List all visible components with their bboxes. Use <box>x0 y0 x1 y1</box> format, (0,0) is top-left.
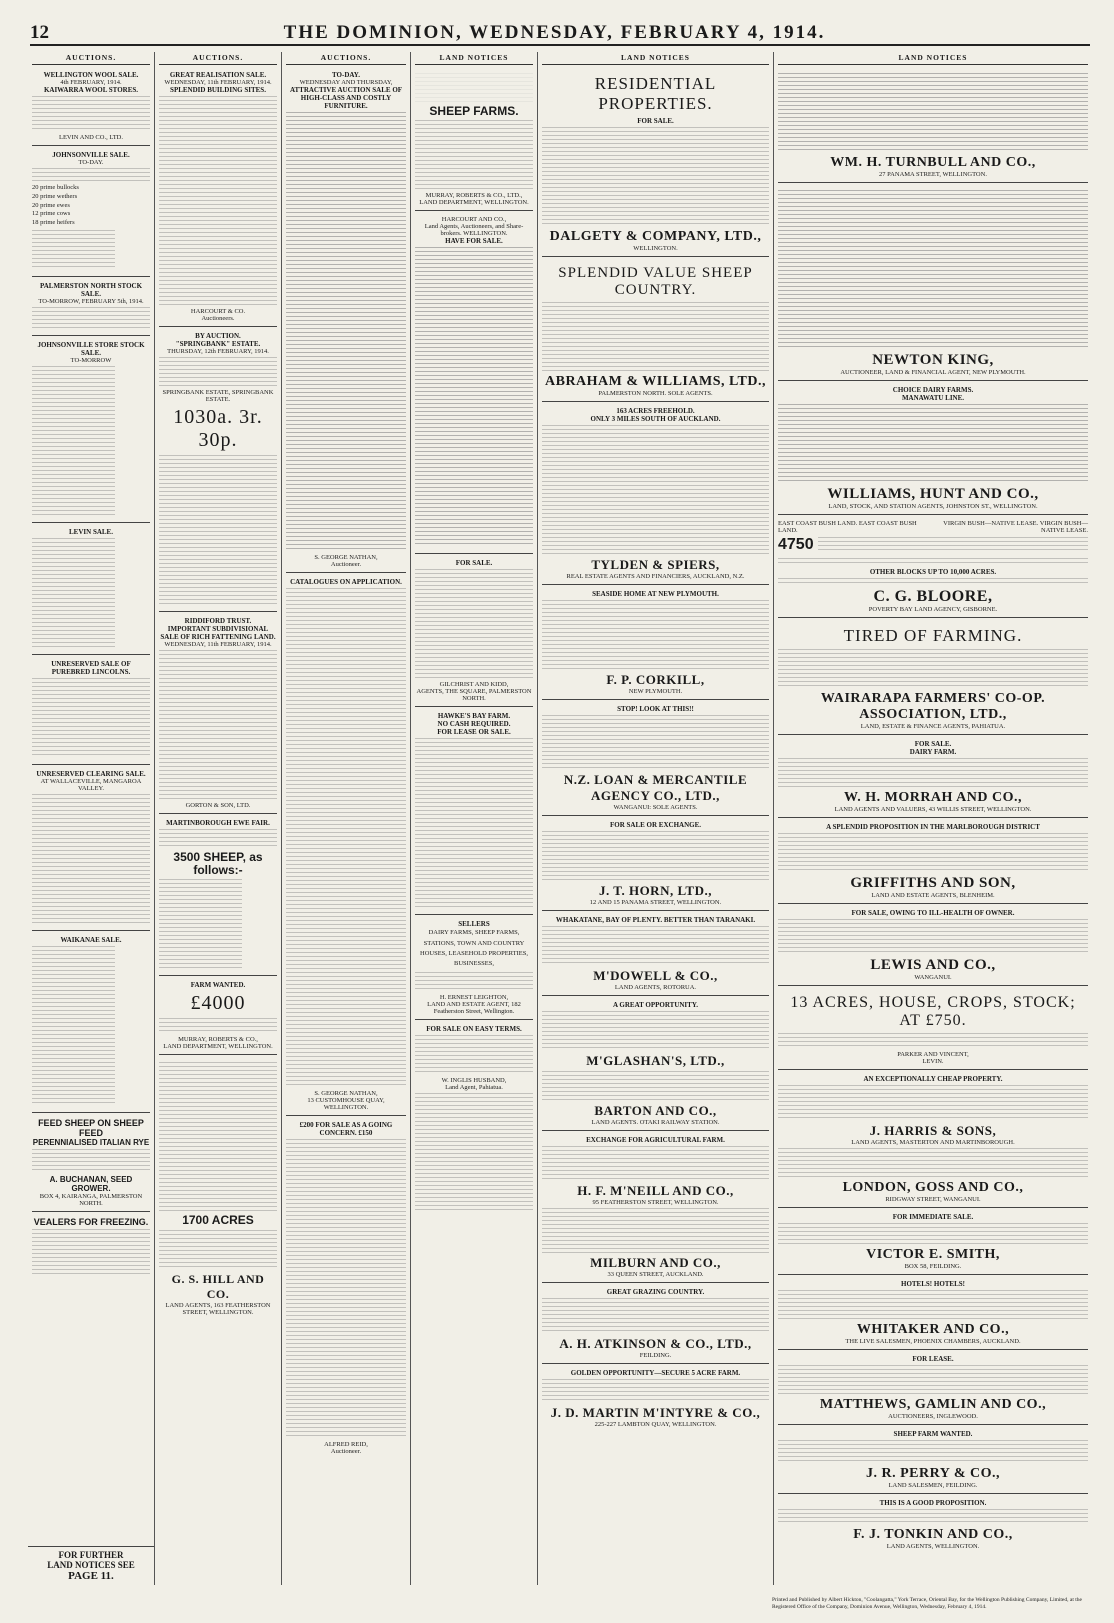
ad-sheep-farm-wanted <box>778 1427 1088 1494</box>
ad-springbank-estate <box>159 329 277 612</box>
ad-title: SEASIDE HOME AT NEW PLYMOUTH. <box>592 590 719 598</box>
ad-agent: C. G. BLOORE, <box>873 587 993 605</box>
ad-agent: WHITAKER AND CO., <box>856 1321 1010 1337</box>
page-number: 12 <box>30 22 49 43</box>
ad-agent: J. R. PERRY & CO., <box>866 1465 1000 1481</box>
ad-title: EXCHANGE FOR AGRICULTURAL FARM. <box>586 1136 725 1144</box>
ad-agent-sub: WANGANUI: SOLE AGENTS. <box>613 804 698 811</box>
ad-sheep-farms <box>415 68 533 211</box>
ad-marlborough <box>778 820 1088 904</box>
ad-body-text <box>542 425 769 555</box>
ad-agent-sub: LAND DEPARTMENT, WELLINGTON. <box>419 199 529 207</box>
ad-title: SELLERS <box>458 920 490 929</box>
column-heading: LAND NOTICES <box>778 52 1088 65</box>
ad-subtitle: SPLENDID BUILDING SITES. <box>170 86 266 94</box>
ad-title: SHEEP FARM WANTED. <box>893 1429 973 1438</box>
ad-title: SHEEP FARMS. <box>429 104 519 118</box>
ad-johnsonville-sale <box>32 148 150 277</box>
ad-subtitle: NO CASH REQUIRED. <box>437 720 511 729</box>
ad-seaside-home <box>542 587 769 700</box>
ad-body-text <box>778 578 1088 586</box>
ad-body-text <box>159 1230 277 1270</box>
ad-subtitle: MANAWATU LINE. <box>901 394 965 402</box>
ad-body-text <box>32 1229 150 1277</box>
ad-agent-sub: LAND SALESMEN, FEILDING. <box>888 1481 978 1489</box>
ad-date: TO-MORROW <box>70 356 112 364</box>
ad-agent: PARKER AND VINCENT, <box>897 1050 969 1058</box>
ad-title: FOR IMMEDIATE SALE. <box>892 1212 974 1221</box>
ad-body-text <box>159 1062 277 1212</box>
further-notices-note <box>28 1546 154 1585</box>
ad-title: UNRESERVED CLEARING SALE. <box>36 769 146 778</box>
ad-body-text <box>415 1035 533 1075</box>
ad-title-row <box>778 520 1088 534</box>
ad-waikanae-sale <box>32 933 150 1113</box>
ad-subtitle: DAIRY FARM. <box>909 747 957 756</box>
page-columns <box>28 52 1092 1585</box>
ad-title: JOHNSONVILLE SALE. <box>52 151 130 159</box>
ad-agent-sub: AUCTIONEER, LAND & FINANCIAL AGENT, NEW PLYMOUTH. <box>840 369 1026 376</box>
ad-body-text <box>32 307 150 329</box>
ad-body-text <box>415 1093 533 1213</box>
ad-agent-sub: WANGANUI. <box>914 973 952 981</box>
column-heading: AUCTIONS. <box>159 52 277 65</box>
ad-acres: 4750 <box>778 536 814 553</box>
ad-good-proposition <box>778 1496 1088 1554</box>
ad-hotels <box>778 1277 1088 1350</box>
ad-title: PALMERSTON NORTH STOCK SALE. <box>39 281 143 298</box>
column-land-notices-3 <box>774 52 1092 1585</box>
ad-title: FARM WANTED. <box>190 981 246 990</box>
ad-title: FOR SALE. <box>914 739 952 748</box>
ad-title: RESIDENTIAL PROPERTIES. <box>594 74 717 113</box>
ad-date: WEDNESDAY, 11th FEBRUARY, 1914. <box>164 79 272 86</box>
ad-body-text <box>32 538 115 648</box>
ad-body-text <box>778 1033 1088 1049</box>
ad-title: TIRED OF FARMING. <box>843 625 1023 645</box>
column-land-notices-1 <box>411 52 538 1585</box>
ad-purebred-lincolns <box>32 657 150 765</box>
ad-body-text <box>542 1146 769 1181</box>
ad-title: STOP! LOOK AT THIS!! <box>617 705 694 713</box>
ad-agent-sub: Land Agent, Pahiatua. <box>445 1083 503 1091</box>
ad-agent: ABRAHAM & WILLIAMS, LTD., <box>545 374 766 389</box>
ad-title: A SPLENDID PROPOSITION IN THE MARLBOROUGH DISTRICT <box>826 822 1040 831</box>
ad-body-text <box>778 919 1088 955</box>
ad-agent: LEWIS AND CO., <box>870 956 996 973</box>
ad-going-concern <box>286 1118 406 1459</box>
ad-title: WHAKATANE, BAY OF PLENTY. BETTER THAN TARANAKI. <box>555 916 756 924</box>
ad-subtitle: BY AUCTION. <box>195 332 241 340</box>
ad-body-text <box>542 715 769 770</box>
ad-title: AN EXCEPTIONALLY CHEAP PROPERTY. <box>863 1074 1003 1083</box>
ad-agent: M'DOWELL & CO., <box>593 968 718 983</box>
ad-residential-properties <box>542 68 769 257</box>
ad-amount: £4000 <box>190 992 246 1015</box>
ad-acres: 1700 ACRES <box>182 1213 254 1228</box>
ad-subtitle: FOR SALE. <box>637 117 674 125</box>
ad-body-text <box>778 1365 1088 1395</box>
ad-title: FOR SALE. <box>455 559 493 568</box>
ad-agent-sub: AGENTS, THE SQUARE, PALMERSTON NORTH. <box>416 688 532 703</box>
ad-body-text <box>778 1509 1088 1525</box>
ad-agent: W. INGLIS HUSBAND, <box>441 1076 507 1084</box>
ad-date: THURSDAY, 12th FEBRUARY, 1914. <box>167 348 269 355</box>
ad-agent: LEVIN AND CO., LTD. <box>58 134 124 141</box>
ad-agent-sub-2: RIDGWAY STREET, WANGANUI. <box>885 1195 981 1203</box>
ad-body-text <box>778 1440 1088 1464</box>
ad-cheap-property <box>778 1072 1088 1208</box>
ad-immediate-sale <box>778 1210 1088 1275</box>
ad-stop-look <box>542 702 769 816</box>
ad-title: THIS IS A GOOD PROPOSITION. <box>879 1498 987 1507</box>
ad-title: £200 FOR SALE AS A GOING CONCERN. £150 <box>299 1121 393 1137</box>
ad-agent: A. BUCHANAN, SEED GROWER. <box>49 1174 133 1193</box>
ad-today: TO-DAY. <box>332 71 360 79</box>
ad-subtitle: ATTRACTIVE AUCTION SALE OF HIGH-CLASS AND COSTLY FURNITURE. <box>289 86 403 110</box>
ad-acres-row <box>778 534 1088 556</box>
ad-list: DAIRY FARMS, SHEEP FARMS, STATIONS, TOWN AND COUNTRY HOUSES, LEASEHOLD PROPERTIES, BUSINESSES, <box>420 929 528 968</box>
ad-title-right: VIRGIN BUSH—NATIVE LEASE. VIRGIN BUSH—NATIVE LEASE. <box>943 520 1088 534</box>
ad-wellington-wool-sale <box>32 68 150 146</box>
ad-body-text <box>159 455 277 605</box>
ad-agent-sub: 95 FEATHERSTON STREET, WELLINGTON. <box>592 1199 719 1206</box>
ad-spacer <box>415 73 533 103</box>
ad-lots: SPRINGBANK ESTATE, SPRINGBANK ESTATE. <box>162 389 274 403</box>
ad-title: FOR LEASE. <box>912 1354 954 1363</box>
ad-body-text <box>778 1085 1088 1121</box>
ad-agent-sub: FEILDING. <box>639 1352 672 1359</box>
ad-dairy-farm <box>778 737 1088 818</box>
ad-body-text <box>32 678 150 758</box>
ad-agent-sub: Auctioneers. <box>201 315 235 322</box>
ad-body-text <box>159 829 277 849</box>
column-heading: LAND NOTICES <box>415 52 533 65</box>
ad-body-text <box>542 600 769 670</box>
ad-catalogues <box>286 575 406 1116</box>
ad-agent: F. P. CORKILL, <box>606 672 705 687</box>
ad-subtitle-2: FOR LEASE OR SALE. <box>437 728 511 737</box>
ad-sellers <box>415 917 533 1020</box>
ad-agent: J. D. MARTIN M'INTYRE & CO., <box>550 1405 761 1420</box>
ad-agent: H. F. M'NEILL AND CO., <box>577 1183 734 1198</box>
ad-agent-sub: LAND AGENTS. OTAKI RAILWAY STATION. <box>591 1119 720 1126</box>
ad-agent: GORTON & SON, LTD. <box>185 802 251 809</box>
ad-title: FOR SALE OR EXCHANGE. <box>609 821 701 829</box>
ad-vealers <box>32 1214 150 1283</box>
ad-body-text <box>32 168 150 182</box>
ad-body-text <box>415 972 533 992</box>
ad-title: CHOICE DAIRY FARMS. <box>892 386 974 394</box>
ad-newton-king <box>778 185 1088 381</box>
ad-agent: ALFRED REID, <box>324 1441 368 1448</box>
ad-body-text <box>286 588 406 1088</box>
ad-title: "SPRINGBANK" ESTATE. <box>175 340 261 348</box>
ad-ill-health <box>778 906 1088 986</box>
column-heading: LAND NOTICES <box>542 52 769 65</box>
ad-martinborough-ewe-fair <box>159 816 277 976</box>
ad-title: HAWKE'S BAY FARM. <box>437 712 511 721</box>
ad-agent-sub: Auctioneer. <box>330 561 362 568</box>
ad-body-text <box>778 758 1088 788</box>
ad-agent-sub: POVERTY BAY LAND AGENCY, GISBORNE. <box>868 605 998 613</box>
ad-farm-wanted <box>159 978 277 1055</box>
ad-agent-sub: NEW PLYMOUTH. <box>628 688 683 695</box>
note-line: LAND NOTICES SEE <box>47 1560 135 1570</box>
ad-body-text <box>778 649 1088 689</box>
ad-hill-and-co <box>159 1057 277 1319</box>
ad-body-text <box>159 1018 277 1034</box>
ad-body-text <box>542 926 769 966</box>
ad-title: FOR SALE ON EASY TERMS. <box>426 1024 522 1033</box>
ad-agent-sub: LAND, STOCK, AND STATION AGENTS, JOHNSTON ST., WELLINGTON. <box>828 503 1038 510</box>
ad-agent-sub: THE LIVE SALESMEN, PHOENIX CHAMBERS, AUCKLAND. <box>845 1337 1021 1345</box>
ad-title: VEALERS FOR FREEZING. <box>33 1216 149 1227</box>
ad-palmerston-north-stock-sale <box>32 279 150 336</box>
ad-body-text <box>159 357 277 387</box>
ad-body-text <box>778 190 1088 350</box>
ad-date: TO-MORROW, FEBRUARY 5th, 1914. <box>38 297 144 305</box>
ad-title: 163 ACRES FREEHOLD. <box>616 407 695 415</box>
ad-for-lease <box>778 1352 1088 1425</box>
ad-agent: MURRAY, ROBERTS & CO., LTD., <box>425 192 523 200</box>
ad-subtitle: PERENNIALISED ITALIAN RYE <box>32 1137 150 1147</box>
ad-body-text <box>32 1149 150 1173</box>
ad-title: WAIKANAE SALE. <box>60 935 122 944</box>
ad-13-acres <box>778 988 1088 1070</box>
ad-agent-sub: AUCTIONEERS, INGLEWOOD. <box>888 1412 978 1420</box>
ad-agent-sub: WELLINGTON. <box>633 245 678 252</box>
ad-title: FEED SHEEP ON SHEEP FEED <box>38 1117 144 1138</box>
ad-body-text <box>542 1011 769 1051</box>
ad-body-text <box>415 569 533 679</box>
ad-hawkes-bay-farm <box>415 709 533 915</box>
ad-agent: WILLIAMS, HUNT AND CO., <box>827 486 1039 502</box>
ad-sale-or-exchange <box>542 818 769 911</box>
ad-body-text <box>778 833 1088 873</box>
ad-agent: G. S. HILL AND CO. <box>171 1271 265 1301</box>
ad-agent-sub: LAND AGENTS, WELLINGTON. <box>886 1542 980 1550</box>
ad-body-text <box>542 302 769 372</box>
ad-body-text <box>286 1139 406 1439</box>
ad-title: MARTINBOROUGH EWE FAIR. <box>166 819 270 827</box>
ad-body-text <box>32 230 115 270</box>
note-line: FOR FURTHER <box>58 1550 124 1560</box>
ad-splendid-value-sheep-country <box>542 259 769 402</box>
ad-body-text <box>32 96 150 132</box>
ad-johnsonville-store-stock-sale <box>32 338 150 523</box>
ad-agent-2: BARTON AND CO., <box>594 1103 717 1118</box>
ad-agent: H. ERNEST LEIGHTON, <box>439 993 509 1001</box>
ad-body-text <box>778 1148 1088 1178</box>
ad-turnbull <box>778 68 1088 183</box>
ad-body-text <box>542 127 769 227</box>
ad-title: GREAT GRAZING COUNTRY. <box>606 1288 705 1296</box>
ad-body-text <box>818 537 1088 553</box>
ad-title: CATALOGUES ON APPLICATION. <box>290 578 402 586</box>
ad-date: WEDNESDAY, 11th FEBRUARY, 1914. <box>164 641 272 648</box>
ad-date: 4th FEBRUARY, 1914. <box>60 79 122 86</box>
column-auctions-2 <box>155 52 282 1585</box>
ad-body-text <box>159 96 277 306</box>
ad-agent-sub: LAND, ESTATE & FINANCE AGENTS, PAHIATUA. <box>860 722 1006 730</box>
ad-agent-sub: PALMERSTON NORTH. SOLE AGENTS. <box>598 390 713 397</box>
ad-163-acres <box>542 404 769 585</box>
ad-body-text <box>778 1223 1088 1245</box>
ad-agent: TYLDEN & SPIERS, <box>591 557 720 572</box>
ad-agent-sub: LAND AND ESTATE AGENTS, BLENHEIM. <box>871 891 995 899</box>
ad-agent-address: 13 CUSTOMHOUSE QUAY, WELLINGTON. <box>307 1097 385 1111</box>
ad-body-text <box>415 120 533 190</box>
ad-body-text <box>778 404 1088 484</box>
ad-agent-sub-2: 33 QUEEN STREET, AUCKLAND. <box>607 1271 704 1278</box>
ad-body-text <box>542 1071 769 1101</box>
ad-agent: NEWTON KING, <box>872 352 994 368</box>
ad-title: SPLENDID VALUE SHEEP COUNTRY. <box>558 265 753 298</box>
ad-title: UNRESERVED SALE OF PUREBRED LINCOLNS. <box>51 659 131 676</box>
ad-date: WEDNESDAY AND THURSDAY, <box>299 79 393 86</box>
ad-agent: MATTHEWS, GAMLIN AND CO., <box>819 1396 1047 1412</box>
ad-title: 13 ACRES, HOUSE, CROPS, STOCK; AT £750. <box>790 993 1076 1029</box>
ad-body-text <box>32 366 115 516</box>
ad-body-text <box>32 794 150 924</box>
ad-subtitle: IMPORTANT SUBDIVISIONAL SALE OF RICH FATTENING LAND. <box>160 625 276 641</box>
stock-list: 20 prime bullocks 20 prime wethers 20 prime ewes 12 prime cows 18 prime heifers <box>32 184 79 227</box>
ad-golden-opportunity <box>542 1366 769 1432</box>
ad-body-text <box>542 1208 769 1253</box>
ad-agent-address: LAND AGENTS, 163 FEATHERSTON STREET, WELLINGTON. <box>165 1301 271 1316</box>
ad-gilchrist-kidd <box>415 556 533 707</box>
ad-agent-sub: 12 AND 15 PANAMA STREET, WELLINGTON. <box>589 899 722 906</box>
ad-agent-address: BOX 4, KAIRANGA, PALMERSTON NORTH. <box>39 1192 143 1207</box>
ad-agent-sub: Auctioneer. <box>330 1448 362 1455</box>
ad-agent-sub: LAND AGENTS AND VALUERS, 43 WILLIS STREET, WELLINGTON. <box>834 805 1032 813</box>
ad-whakatane <box>542 913 769 996</box>
ad-body-text <box>159 879 242 969</box>
ad-subtitle: KAIWARRA WOOL STORES. <box>43 86 139 94</box>
ad-agent-sub: LAND AGENTS, ROTORUA. <box>614 984 697 991</box>
ad-body-text <box>415 247 533 547</box>
ad-harcourt-have-for-sale <box>415 213 533 554</box>
ad-agent: WAIRARAPA FARMERS' CO-OP. ASSOCIATION, LTD., <box>820 690 1046 722</box>
ad-agent: GRIFFITHS AND SON, <box>850 874 1016 891</box>
ad-agent: HARCOURT AND CO., <box>441 216 507 224</box>
ad-easy-terms <box>415 1022 533 1219</box>
ad-great-opportunity <box>542 998 769 1131</box>
ad-title: RIDDIFORD TRUST. <box>184 617 252 625</box>
ad-body-text <box>32 946 115 1106</box>
ad-agent: DALGETY & COMPANY, LTD., <box>549 229 762 244</box>
ad-sheep: 3500 SHEEP, as follows:- <box>173 850 263 878</box>
ad-body-text <box>286 112 406 552</box>
ad-agent-sub: Land Agents, Auctioneers, and Share-brokers. WELLINGTON. <box>424 223 524 238</box>
ad-today: TO-DAY. <box>78 159 104 166</box>
ad-exchange-agricultural <box>542 1133 769 1283</box>
ad-agent: J. HARRIS & SONS, <box>869 1122 997 1138</box>
ad-agent-sub: BOX 58, FEILDING. <box>904 1262 962 1270</box>
ad-agent: M'GLASHAN'S, LTD., <box>586 1053 725 1068</box>
ad-agent: J. T. HORN, LTD., <box>598 883 712 898</box>
ad-riddiford-trust <box>159 614 277 814</box>
ad-feed-sheep <box>32 1115 150 1212</box>
ad-body-text <box>159 650 277 800</box>
ad-body-text <box>542 831 769 881</box>
ad-agent-2: MILBURN AND CO., <box>590 1255 721 1270</box>
column-heading: AUCTIONS. <box>286 52 406 65</box>
newspaper-title: THE DOMINION, WEDNESDAY, FEBRUARY 4, 1914. <box>283 22 826 43</box>
column-auctions-1 <box>28 52 155 1585</box>
ad-title: A GREAT OPPORTUNITY. <box>612 1001 698 1009</box>
ad-wallaceville-clearing-sale <box>32 767 150 931</box>
ad-agent: F. J. TONKIN AND CO., <box>853 1526 1013 1542</box>
ad-title: FOR SALE, OWING TO ILL-HEALTH OF OWNER. <box>851 908 1015 917</box>
ad-title: JOHNSONVILLE STORE STOCK SALE. <box>37 340 145 357</box>
ad-body-text <box>778 558 1088 566</box>
ad-agent: A. H. ATKINSON & CO., LTD., <box>559 1336 752 1351</box>
ad-agent-2: LONDON, GOSS AND CO., <box>842 1179 1024 1195</box>
column-land-notices-2 <box>538 52 774 1585</box>
ad-title-left: EAST COAST BUSH LAND. EAST COAST BUSH LAND. <box>778 520 917 534</box>
ad-agent: HARCOURT & CO. <box>190 308 246 315</box>
ad-agent: S. GEORGE NATHAN, <box>314 554 378 561</box>
ad-title: WELLINGTON WOOL SALE. <box>43 71 139 79</box>
ad-title: GREAT REALISATION SALE. <box>169 71 267 79</box>
column-heading: AUCTIONS. <box>32 52 150 65</box>
ad-agent: WM. H. TURNBULL AND CO., <box>830 155 1036 170</box>
ad-subtitle: ONLY 3 MILES SOUTH OF AUCKLAND. <box>590 415 721 423</box>
ad-agent: N.Z. LOAN & MERCANTILE AGENCY CO., LTD., <box>563 772 748 803</box>
ad-agent-sub: LAND AND ESTATE AGENT, 182 Featherston Street, Wellington. <box>427 1000 521 1015</box>
masthead <box>30 22 1090 46</box>
note-page: PAGE 11. <box>68 1570 114 1582</box>
ad-agent: GILCHRIST AND KIDD, <box>439 681 509 689</box>
ad-agent: W. H. MORRAH AND CO., <box>844 789 1022 805</box>
ad-agent-sub: 27 PANAMA STREET, WELLINGTON. <box>879 171 987 178</box>
ad-great-realisation-sale <box>159 68 277 327</box>
ad-body-text <box>542 1298 769 1334</box>
ad-body-text <box>778 73 1088 153</box>
ad-tired-of-farming <box>778 620 1088 735</box>
ad-choice-dairy-farms <box>778 383 1088 515</box>
ad-agent: MURRAY, ROBERTS & CO., <box>178 1036 258 1044</box>
ad-body-text <box>778 1290 1088 1320</box>
column-auctions-3 <box>282 52 411 1585</box>
ad-area: 1030a. 3r. 30p. <box>173 406 263 451</box>
ad-levin-sale <box>32 525 150 655</box>
ad-title: GOLDEN OPPORTUNITY—SECURE 5 ACRE FARM. <box>570 1369 741 1377</box>
printer-imprint: Printed and Published by Albert Hickton, "Coolangatta," York Terrace, Oriental Bay, for the Wellington Publishing Company, Limited, at the Registered Office of the Company, Dominion Avenue, Wellington, Wednesday, February 4, 1914. <box>772 1597 1082 1611</box>
ad-agent: S. GEORGE NATHAN, <box>314 1090 378 1097</box>
ad-where: AT WALLACEVILLE, MANGAROA VALLEY. <box>40 777 142 792</box>
ad-title: HAVE FOR SALE. <box>445 237 503 246</box>
ad-agent-sub: LAND DEPARTMENT, WELLINGTON. <box>163 1043 273 1051</box>
ad-east-coast-bush <box>778 517 1088 618</box>
ad-agent-sub: LEVIN. <box>922 1057 944 1065</box>
ad-title: LEVIN SALE. <box>69 527 113 536</box>
ad-agent: VICTOR E. SMITH, <box>866 1246 1000 1262</box>
ad-agent-sub: 225-227 LAMBTON QUAY, WELLINGTON. <box>594 1421 717 1428</box>
ad-great-grazing <box>542 1285 769 1364</box>
ad-agent-sub: REAL ESTATE AGENTS AND FINANCIERS, AUCKLAND, N.Z. <box>566 573 745 580</box>
ad-body-text <box>415 738 533 908</box>
ad-agent-sub: LAND AGENTS, MASTERTON AND MARTINBOROUGH. <box>851 1138 1015 1146</box>
ad-body-text <box>542 1379 769 1403</box>
ad-other-blocks: OTHER BLOCKS UP TO 10,000 ACRES. <box>869 567 997 576</box>
ad-furniture-sale <box>286 68 406 573</box>
ad-title: HOTELS! HOTELS! <box>901 1279 965 1288</box>
